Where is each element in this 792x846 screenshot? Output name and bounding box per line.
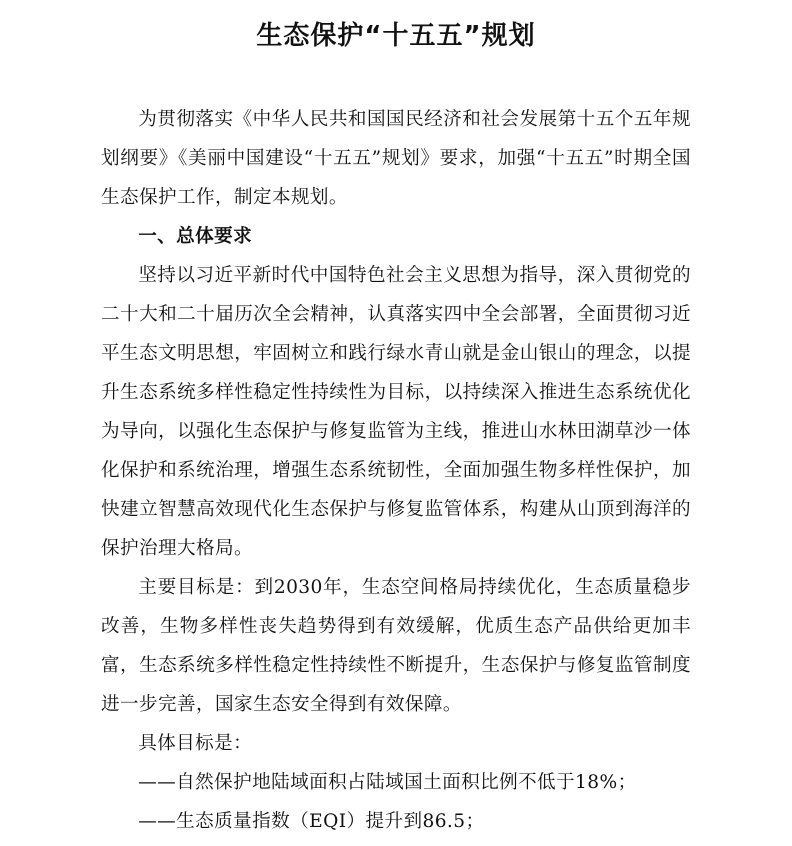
- document-title: 生态保护“十五五”规划: [256, 21, 536, 51]
- main-goals-paragraph: 主要目标是：到2030年，生态空间格局持续优化，生态质量稳步改善，生物多样性丧失趋势得到有效缓解，优质生态产品供给更加丰富，生态系统多样性稳定性持续性不断提升，生态保护与修复监管制度进一步完善，国家生态安全得到有效保障。: [101, 577, 691, 715]
- intro-paragraph: 为贯彻落实《中华人民共和国国民经济和社会发展第十五个五年规划纲要》《美丽中国建设“十五五”规划》要求，加强“十五五”时期全国生态保护工作，制定本规划。: [101, 109, 691, 208]
- document-body: [101, 100, 691, 841]
- guiding-principles-paragraph: 坚持以习近平新时代中国特色社会主义思想为指导，深入贯彻党的二十大和二十届历次全会精神，认真落实四中全会部署，全面贯彻习近平生态文明思想，牢固树立和践行绿水青山就是金山银山的理念，以提升生态系统多样性稳定性持续性为目标，以持续深入推进生态系统优化为导向，以强化生态保护与修复监管为主线，推进山水林田湖草沙一体化保护和系统治理，增强生态系统韧性，全面加强生物多样性保护，加快建立智慧高效现代化生态保护与修复监管体系，构建从山顶到海洋的保护治理大格局。: [101, 265, 691, 559]
- section-heading-general-requirements: 一、总体要求: [138, 226, 253, 247]
- target-item: ——生态质量指数（EQI）提升到86.5；: [138, 811, 485, 832]
- specific-targets-label: 具体目标是：: [138, 733, 253, 754]
- target-item: ——自然保护地陆域面积占陆域国土面积比例不低于18%；: [138, 772, 637, 793]
